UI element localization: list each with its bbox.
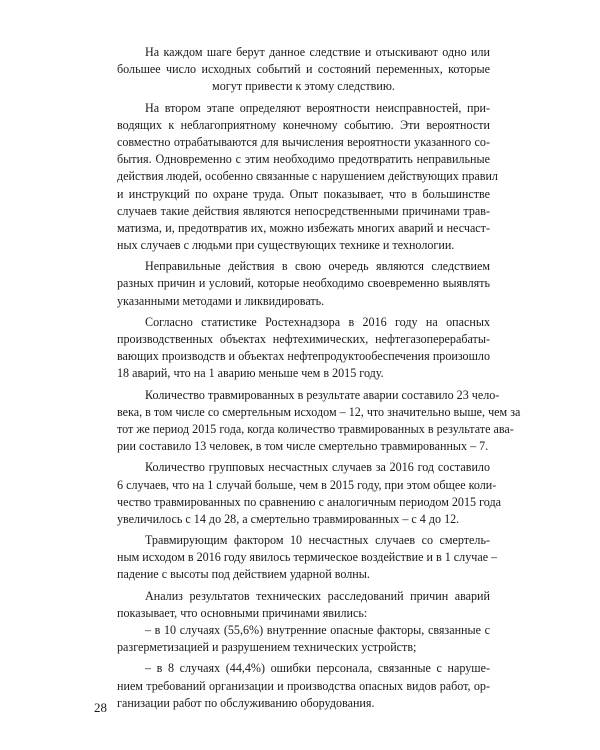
body-text (117, 44, 521, 712)
paragraph-5 (117, 387, 521, 456)
paragraph-3 (117, 258, 490, 310)
paragraph-2 (117, 100, 498, 255)
paragraph-7 (117, 532, 498, 584)
text-line: разных причин и условий, которые необходимо своевременно выявлять (117, 276, 490, 291)
text-line: ганизации работ по обслуживанию оборудования. (117, 695, 375, 710)
paragraph-6 (117, 459, 501, 528)
text-line: ным исходом в 2016 году явилось термическое воздействие и в 1 случае – (117, 550, 498, 565)
paragraph-1 (117, 44, 490, 96)
text-line: водящих к неблагоприятному конечному событию. Эти вероятности (117, 117, 490, 132)
text-line: разгерметизацией и разрушением технических устройств; (117, 640, 417, 655)
text-line: 18 аварий, что на 1 аварию меньше чем в 2015 году. (117, 366, 384, 381)
text-line: бытия. Одновременно с этим необходимо предотвратить неправильные (117, 152, 490, 167)
text-line: показывает, что основными причинами явились: (117, 605, 368, 620)
text-line: Неправильные действия в свою очередь являются следствием (145, 259, 490, 274)
text-line: Анализ результатов технических расследований причин аварий (145, 588, 490, 603)
text-line: 6 случаев, что на 1 случай больше, чем в 2015 году, при этом общее коли- (117, 477, 497, 492)
text-line: вающих производств и объектах нефтепродуктообеспечения произошло (117, 349, 490, 364)
paragraph-8 (117, 588, 490, 622)
text-line: рии составило 13 человек, в том числе смертельно травмированных – 7. (117, 439, 489, 454)
text-line: На втором этапе определяют вероятности неисправностей, при- (145, 100, 490, 115)
text-line: Согласно статистике Ростехнадзора в 2016 году на опасных (145, 314, 490, 329)
text-line: большее число исходных событий и состояний переменных, которые (117, 62, 490, 77)
text-line: На каждом шаге берут данное следствие и отыскивают одно или (145, 45, 490, 59)
text-line: указанными методами и ликвидировать. (117, 293, 325, 308)
text-line: могут привести к этому следствию. (212, 79, 395, 94)
text-line: случаев такие действия являются непосредственными причинами трав- (117, 203, 490, 218)
text-line: – в 10 случаях (55,6%) внутренние опасные факторы, связанные с (145, 623, 490, 637)
text-line: тот же период 2015 года, когда количество травмированных в результате ава- (117, 421, 514, 436)
text-line: – в 8 случаях (44,4%) ошибки персонала, связанные с наруше- (145, 661, 490, 676)
text-line: матизма, и, предотвратив их, можно избежать многих аварий и несчаст- (117, 220, 490, 235)
text-line: Количество групповых несчастных случаев за 2016 год составило (145, 460, 490, 475)
text-line: увеличилось с 14 до 28, а смертельно травмированных – с 4 до 12. (117, 511, 460, 526)
text-line: действия людей, особенно связанные с нарушением действующих правил (117, 169, 498, 184)
list-item-1 (117, 622, 490, 656)
text-line: и инструкций по охране труда. Опыт показывает, что в большинстве (117, 186, 490, 201)
list-item-2 (117, 660, 490, 712)
text-line: Количество травмированных в результате аварии составило 23 чело- (145, 387, 500, 402)
text-line: века, в том числе со смертельным исходом – 12, что значительно выше, чем за (117, 404, 521, 419)
text-line: чество травмированных по сравнению с аналогичным периодом 2015 года (117, 494, 501, 509)
paragraph-4 (117, 314, 490, 383)
page-number: 28 (94, 700, 107, 715)
text-line: Травмирующим фактором 10 несчастных случаев со смертель- (145, 533, 490, 548)
text-line: совместно отрабатываются для вычисления вероятности указанного со- (117, 134, 490, 149)
text-line: нием требований организации и производства опасных видов работ, ор- (117, 678, 490, 693)
text-line: ных случаев с людьми при существующих технике и технологии. (117, 238, 455, 253)
text-line: падение с высоты под действием ударной волны. (117, 567, 370, 582)
text-line: производственных объектах нефтехимических, нефтегазоперерабаты- (117, 332, 490, 346)
